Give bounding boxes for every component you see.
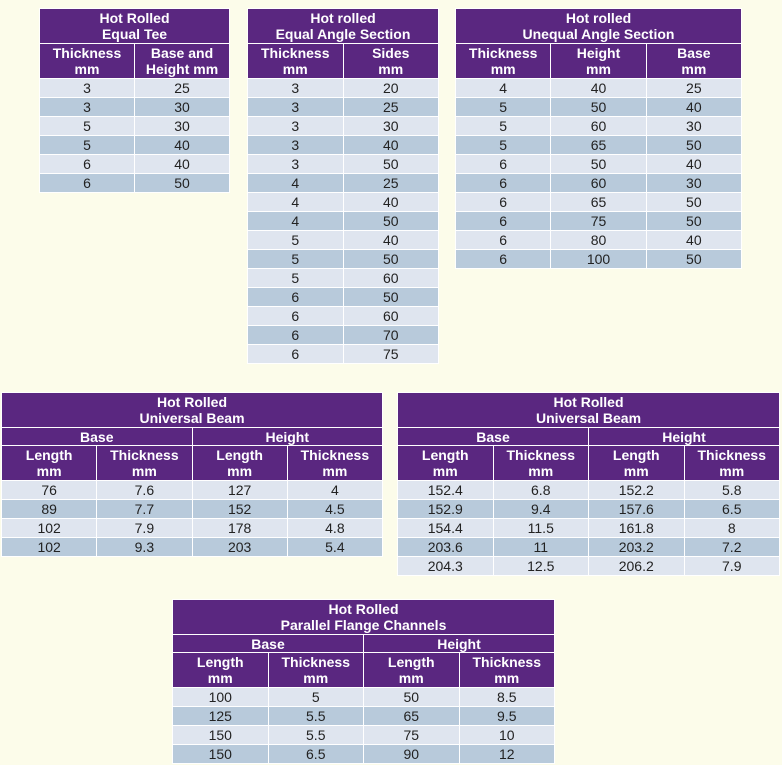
column-header-line: Length (196, 654, 244, 670)
table-cell: 60 (343, 307, 439, 326)
table-row (248, 269, 439, 288)
table-row (248, 117, 439, 136)
table-cell: 6 (456, 174, 551, 193)
table-cell: 30 (646, 117, 741, 136)
table-title-line: Hot Rolled (157, 394, 227, 410)
table-cell: 8.5 (459, 688, 555, 707)
table-cell: 154.4 (398, 519, 494, 538)
table-title (40, 9, 230, 44)
table-row (248, 250, 439, 269)
column-header-line: mm (528, 463, 554, 479)
table-title (456, 9, 742, 44)
column-header-line: mm (322, 463, 348, 479)
table-cell: 75 (364, 726, 460, 745)
group-header: Base (2, 428, 193, 446)
table-cell: 7.6 (97, 481, 192, 500)
table-cell: 5.5 (268, 726, 364, 745)
column-header-line: Base (677, 45, 711, 61)
table-cell: 7.9 (97, 519, 192, 538)
table-title-line: Hot rolled (310, 10, 376, 26)
table-cell: 60 (551, 117, 646, 136)
table-row (173, 688, 555, 707)
table-row (248, 79, 439, 98)
table-row (173, 726, 555, 745)
table-cell: 100 (173, 688, 269, 707)
table-cell: 50 (343, 250, 439, 269)
table-row (248, 193, 439, 212)
table-row (456, 155, 742, 174)
table-cell: 7.2 (684, 538, 780, 557)
table-title-line: Equal Angle Section (275, 26, 411, 42)
table-title-line: Universal Beam (535, 410, 642, 426)
table-cell: 50 (646, 136, 741, 155)
table-cell: 4 (248, 193, 344, 212)
column-header-line: mm (681, 61, 707, 77)
table-cell: 5.8 (684, 481, 780, 500)
table-row (40, 79, 230, 98)
table-cell: 30 (135, 98, 230, 117)
table-title-line: Unequal Angle Section (522, 26, 675, 42)
table-cell: 5 (40, 117, 135, 136)
table-cell: 40 (646, 231, 741, 250)
table-title (398, 393, 780, 428)
group-header: Base (398, 428, 589, 446)
table-title-line: Hot Rolled (553, 394, 624, 410)
table-cell: 11.5 (493, 519, 589, 538)
table-row (456, 250, 742, 269)
table-cell: 203.6 (398, 538, 494, 557)
table-cell: 150 (173, 745, 269, 764)
column-header-line: Thickness (52, 45, 122, 61)
table-cell: 40 (343, 193, 439, 212)
table-row (248, 212, 439, 231)
table-cell: 40 (646, 98, 741, 117)
table-cell: 25 (135, 79, 230, 98)
table-cell: 65 (551, 193, 646, 212)
column-header-line: mm (207, 670, 233, 686)
column-header-line: Length (612, 447, 660, 463)
table-row (456, 98, 742, 117)
table-cell: 25 (343, 98, 439, 117)
table-cell: 40 (135, 155, 230, 174)
table-cell: 206.2 (589, 557, 685, 576)
table-row (248, 307, 439, 326)
column-header-line: Length (387, 654, 435, 670)
table-cell: 50 (343, 288, 439, 307)
table-cell: 5 (456, 136, 551, 155)
column-header (268, 653, 364, 688)
column-header-line: Thickness (697, 447, 766, 463)
table-row (248, 231, 439, 250)
column-header-line: mm (74, 61, 100, 77)
table-cell: 65 (551, 136, 646, 155)
table-cell: 20 (343, 79, 439, 98)
column-header-line: Length (216, 447, 263, 463)
table-cell: 6 (456, 231, 551, 250)
table-row (2, 538, 383, 557)
table-cell: 50 (646, 193, 741, 212)
table-row (456, 212, 742, 231)
universal-beam-table-2 (397, 392, 780, 576)
column-header (248, 44, 344, 79)
table-cell: 40 (646, 155, 741, 174)
table-cell: 6 (248, 307, 344, 326)
table-cell: 50 (343, 212, 439, 231)
column-header (97, 446, 192, 481)
column-header-line: Thickness (472, 654, 541, 670)
table-cell: 102 (2, 538, 97, 557)
table-cell: 30 (343, 117, 439, 136)
table-title-line: Hot Rolled (328, 601, 399, 617)
table-cell: 5 (248, 269, 344, 288)
table-cell: 50 (364, 688, 460, 707)
table-cell: 152 (192, 500, 287, 519)
table-cell: 3 (248, 155, 344, 174)
column-header-line: Thickness (281, 654, 350, 670)
table-cell: 40 (551, 79, 646, 98)
column-header-line: mm (432, 463, 458, 479)
column-header-line: Length (25, 447, 73, 463)
table-cell: 5 (456, 117, 551, 136)
table-cell: 60 (551, 174, 646, 193)
column-header (684, 446, 780, 481)
unequal-angle-table (455, 8, 742, 269)
table-cell: 10 (459, 726, 555, 745)
table-cell: 9.5 (459, 707, 555, 726)
table-cell: 6 (248, 326, 344, 345)
table-cell: 6 (248, 345, 344, 364)
table-cell: 4.5 (287, 500, 382, 519)
table-cell: 6 (40, 174, 135, 193)
table-cell: 7.9 (684, 557, 780, 576)
table-cell: 4 (456, 79, 551, 98)
table-cell: 204.3 (398, 557, 494, 576)
table-title-line: Hot Rolled (99, 10, 170, 26)
column-header (135, 44, 230, 79)
table-cell: 4 (248, 174, 344, 193)
table-cell: 30 (135, 117, 230, 136)
table-cell: 12.5 (493, 557, 589, 576)
column-header (192, 446, 287, 481)
table-cell: 5 (268, 688, 364, 707)
table-row (456, 193, 742, 212)
column-header (364, 653, 460, 688)
table-cell: 30 (646, 174, 741, 193)
table-row (173, 707, 555, 726)
table-cell: 9.3 (97, 538, 192, 557)
table-row (248, 345, 439, 364)
column-header (646, 44, 741, 79)
column-header-line: Sides (372, 45, 410, 61)
table-cell: 3 (248, 117, 344, 136)
table-cell: 100 (551, 250, 646, 269)
table-row (2, 481, 383, 500)
column-header-line: mm (490, 61, 516, 77)
table-cell: 50 (551, 98, 646, 117)
group-header: Height (589, 428, 780, 446)
column-header-line: Thickness (468, 45, 538, 61)
table-cell: 152.4 (398, 481, 494, 500)
table-cell: 6.5 (268, 745, 364, 764)
table-cell: 9.4 (493, 500, 589, 519)
table-cell: 5.4 (287, 538, 382, 557)
table-cell: 6 (456, 250, 551, 269)
column-header (456, 44, 551, 79)
table-row (248, 98, 439, 117)
table-title (173, 600, 555, 635)
table-row (456, 117, 742, 136)
table-row (398, 519, 780, 538)
column-header (493, 446, 589, 481)
table-row (456, 231, 742, 250)
table-cell: 5 (456, 98, 551, 117)
column-header-line: mm (494, 670, 520, 686)
table-cell: 25 (646, 79, 741, 98)
table-cell: 203.2 (589, 538, 685, 557)
column-header-line: Length (421, 447, 469, 463)
table-cell: 65 (364, 707, 460, 726)
table-title-line: Hot rolled (565, 10, 632, 26)
column-header (2, 446, 97, 481)
table-cell: 150 (173, 726, 269, 745)
table-cell: 8 (684, 519, 780, 538)
table-cell: 161.8 (589, 519, 685, 538)
column-header-line: Base and (150, 45, 214, 61)
column-header (459, 653, 555, 688)
table-title-line: Parallel Flange Channels (280, 617, 447, 633)
table-cell: 50 (551, 155, 646, 174)
table-row (2, 500, 383, 519)
column-header-line: Thickness (300, 447, 370, 463)
column-header-line: Height mm (145, 61, 219, 77)
table-cell: 5.5 (268, 707, 364, 726)
table-cell: 4 (248, 212, 344, 231)
equal-angle-table (247, 8, 439, 364)
table-cell: 5 (40, 136, 135, 155)
table-cell: 40 (343, 231, 439, 250)
table-row (398, 500, 780, 519)
column-header-line: mm (586, 61, 611, 77)
table-row (398, 557, 780, 576)
table-row (456, 79, 742, 98)
column-header-line: mm (282, 61, 308, 77)
table-cell: 6 (40, 155, 135, 174)
table-row (248, 174, 439, 193)
column-header-line: Thickness (261, 45, 330, 61)
group-header: Base (173, 635, 364, 653)
table-cell: 6.5 (684, 500, 780, 519)
table-cell: 76 (2, 481, 97, 500)
table-row (248, 136, 439, 155)
table-cell: 5 (248, 231, 344, 250)
column-header-line: mm (378, 61, 404, 77)
table-cell: 6.8 (493, 481, 589, 500)
table-cell: 6 (456, 212, 551, 231)
table-cell: 4.8 (287, 519, 382, 538)
group-header: Height (192, 428, 383, 446)
table-cell: 89 (2, 500, 97, 519)
table-title (248, 9, 439, 44)
table-row (2, 519, 383, 538)
table-cell: 125 (173, 707, 269, 726)
table-cell: 50 (646, 250, 741, 269)
column-header-line: Thickness (506, 447, 575, 463)
column-header-line: mm (719, 463, 745, 479)
equal-tee-table (39, 8, 230, 193)
column-header-line: mm (36, 463, 62, 479)
table-cell: 50 (646, 212, 741, 231)
table-row (456, 136, 742, 155)
table-row (248, 326, 439, 345)
table-cell: 50 (135, 174, 230, 193)
table-cell: 3 (248, 98, 344, 117)
table-cell: 90 (364, 745, 460, 764)
table-cell: 3 (248, 79, 344, 98)
table-cell: 5 (248, 250, 344, 269)
universal-beam-table-1 (1, 392, 383, 557)
column-header-line: Height (576, 45, 621, 61)
table-cell: 25 (343, 174, 439, 193)
table-cell: 75 (343, 345, 439, 364)
table-row (40, 136, 230, 155)
table-cell: 3 (40, 79, 135, 98)
table-cell: 152.2 (589, 481, 685, 500)
table-row (173, 745, 555, 764)
table-cell: 152.9 (398, 500, 494, 519)
table-row (40, 155, 230, 174)
table-row (40, 98, 230, 117)
column-header-line: mm (623, 463, 649, 479)
column-header-line: mm (131, 463, 157, 479)
table-cell: 11 (493, 538, 589, 557)
table-cell: 60 (343, 269, 439, 288)
table-cell: 178 (192, 519, 287, 538)
column-header (173, 653, 269, 688)
table-cell: 7.7 (97, 500, 192, 519)
table-cell: 6 (456, 193, 551, 212)
table-cell: 157.6 (589, 500, 685, 519)
table-row (40, 174, 230, 193)
table-cell: 75 (551, 212, 646, 231)
table-row (40, 117, 230, 136)
table-cell: 12 (459, 745, 555, 764)
table-row (248, 288, 439, 307)
table-cell: 40 (343, 136, 439, 155)
table-cell: 3 (40, 98, 135, 117)
column-header-line: Thickness (110, 447, 179, 463)
table-cell: 70 (343, 326, 439, 345)
table-title (2, 393, 383, 428)
column-header (589, 446, 685, 481)
table-cell: 3 (248, 136, 344, 155)
table-cell: 6 (248, 288, 344, 307)
table-title-line: Equal Tee (101, 26, 168, 42)
table-cell: 50 (343, 155, 439, 174)
table-row (398, 538, 780, 557)
table-row (456, 174, 742, 193)
table-row (248, 155, 439, 174)
table-cell: 4 (287, 481, 382, 500)
column-header (343, 44, 439, 79)
table-row (398, 481, 780, 500)
table-title-line: Universal Beam (139, 410, 245, 426)
column-header (551, 44, 646, 79)
column-header (287, 446, 382, 481)
column-header (398, 446, 494, 481)
table-cell: 203 (192, 538, 287, 557)
table-cell: 127 (192, 481, 287, 500)
column-header-line: mm (398, 670, 424, 686)
parallel-flange-channels-table (172, 599, 555, 764)
table-cell: 102 (2, 519, 97, 538)
table-cell: 40 (135, 136, 230, 155)
table-cell: 6 (456, 155, 551, 174)
group-header: Height (364, 635, 555, 653)
column-header (40, 44, 135, 79)
table-cell: 80 (551, 231, 646, 250)
column-header-line: mm (303, 670, 329, 686)
column-header-line: mm (227, 463, 253, 479)
